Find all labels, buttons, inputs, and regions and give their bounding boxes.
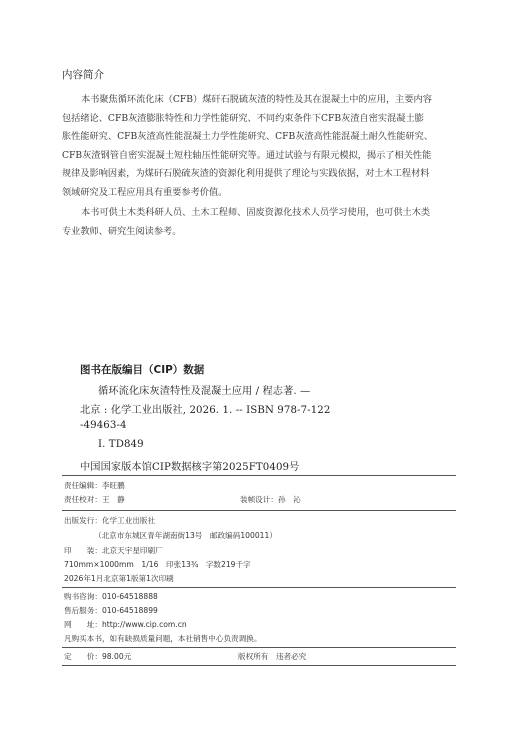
divider	[62, 647, 456, 648]
intro-paragraph-1	[62, 91, 456, 203]
text-line: 包括绪论、CFB灰渣膨胀特性和力学性能研究、不同约束条件下CFB灰渣自密实混凝土膨	[62, 112, 424, 124]
proofreader-credit: 责任校对：王 静	[64, 495, 125, 504]
text-line: 胀性能研究、CFB灰渣高性能混凝土力学性能研究、CFB灰渣高性能混凝土耐久性能研究、	[62, 131, 434, 143]
copyright-notice: 版权所有 违者必究	[238, 652, 307, 661]
designer-credit: 装帧设计：孙 沁	[240, 495, 301, 504]
edition-info: 2026年1月北京第1版第1次印刷	[64, 574, 174, 583]
divider	[62, 475, 456, 476]
intro-paragraph-2	[62, 204, 456, 241]
cip-heading: 图书在版编目（CIP）数据	[80, 364, 205, 376]
divider	[62, 587, 456, 588]
price-info: 定 价：98.00元	[64, 652, 132, 661]
text-line: CFB灰渣钢管自密实混凝土短柱轴压性能研究等。通过试验与有限元模拟，揭示了相关性能	[62, 149, 432, 161]
text-line: 专业教师、研究生阅读参考。	[62, 225, 182, 237]
editor-credit: 责任编辑：李旺鹏	[64, 481, 125, 490]
divider	[62, 665, 456, 666]
text-line: 规律及影响因素，为煤矸石脱硫灰渣的资源化利用提供了理论与实践依据，对土木工程材料	[62, 168, 430, 180]
cip-record-number: 中国国家版本馆CIP数据核字第2025FT0409号	[80, 462, 300, 473]
cip-isbn-line: -49463-4	[80, 420, 127, 431]
service-phone: 售后服务：010-64518899	[64, 606, 158, 615]
website-info: 网 址：http://www.cip.com.cn	[64, 620, 187, 629]
purchase-phone: 购书咨询：010-64518888	[64, 592, 158, 601]
text-line: 领域研究及工程应用具有重要参考价值。	[62, 186, 228, 198]
publisher-address: （北京市东城区青年湖南街13号 邮政编码100011）	[94, 531, 277, 540]
cip-classification-line: Ⅰ. TD849	[98, 439, 144, 450]
cip-publisher-line: 北京 : 化学工业出版社, 2026. 1. -- ISBN 978-7-122	[80, 405, 331, 416]
text-line: 本书可供土木类科研人员、土木工程师、固废资源化技术人员学习使用，也可供土木类	[81, 207, 431, 218]
divider	[62, 510, 456, 511]
text-line: 本书聚焦循环流化床（CFB）煤矸石脱硫灰渣的特性及其在混凝土中的应用，主要内容	[81, 94, 432, 105]
cip-title-line: 循环流化床灰渣特性及混凝土应用 / 程志著. —	[98, 386, 311, 397]
publisher-info: 出版发行：化学工业出版社	[64, 516, 156, 525]
format-info: 710mm×1000mm 1/16 印张13¾ 字数219千字	[64, 560, 251, 569]
intro-heading: 内容简介	[62, 69, 104, 81]
printer-info: 印 装：北京天宇星印刷厂	[64, 546, 163, 555]
quality-notice: 凡购买本书，如有缺损质量问题，本社销售中心负责调换。	[64, 634, 262, 643]
